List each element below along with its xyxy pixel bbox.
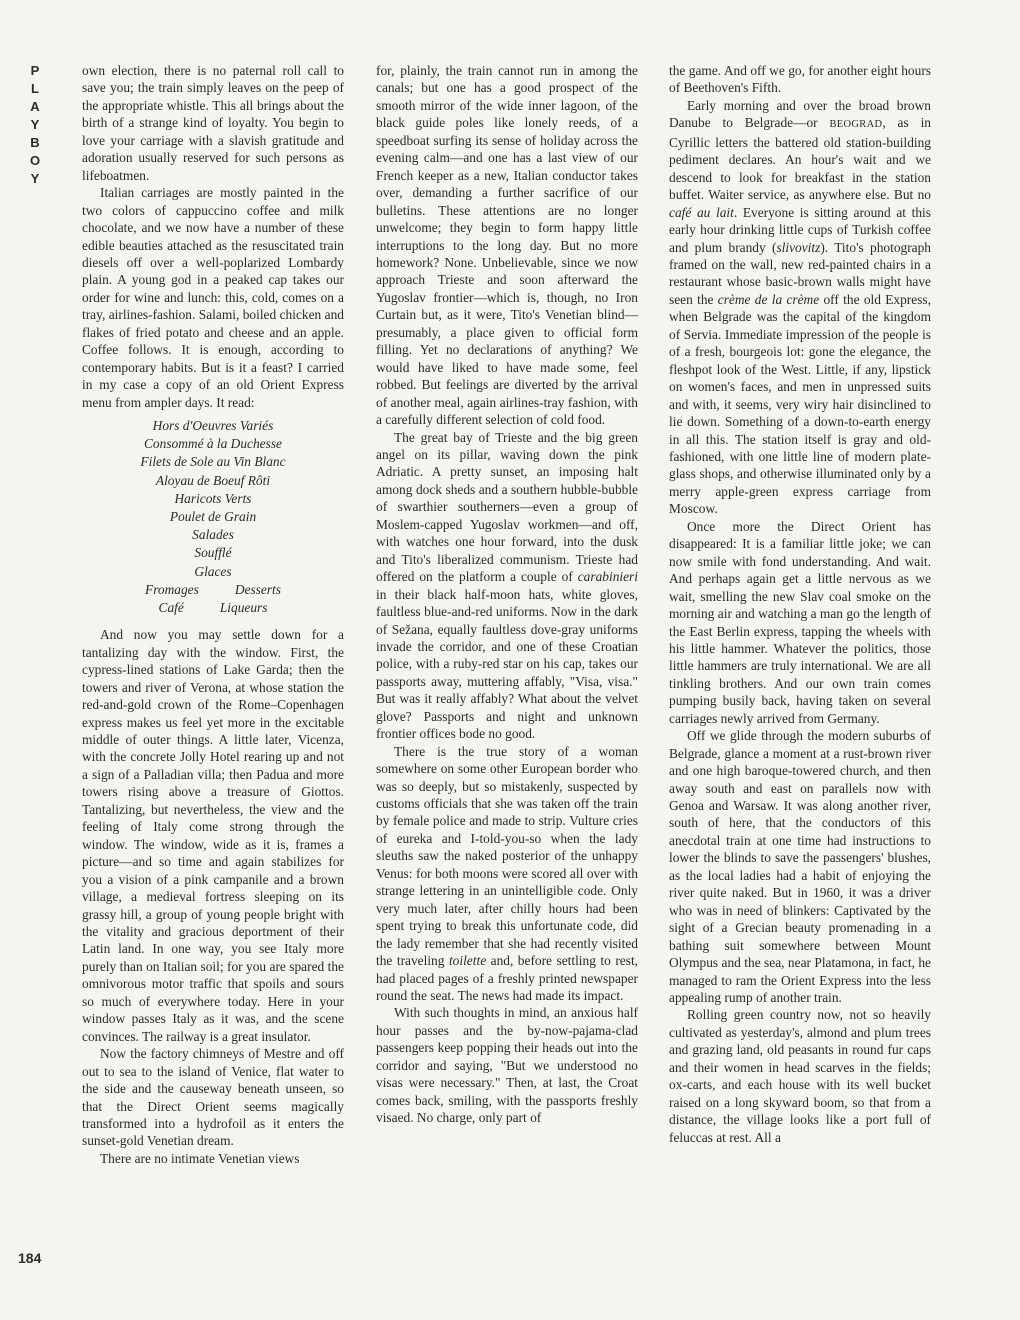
paragraph: Rolling green country now, not so heavily cultivated as yesterday's, almond and plum trees and grazing land, old peasants in round fur caps and their women in head scarves in the fields; ox-carts, and each house with its well bucket raised on a long skyward boom, so that from a distance, the village looks like a port full of feluccas at rest. All a [669, 1007, 931, 1145]
paragraph: There are no intimate Venetian views [100, 1150, 300, 1166]
sidebar-letter: O [29, 153, 41, 168]
sidebar-letter: P [30, 63, 40, 78]
text-run: ). Tito's photograph framed on the wall, new red-painted chairs in a restaurant whose basic-brown walls might have seen the [669, 239, 931, 307]
text-run: The great bay of Trieste and the big green angel on its pillar, waving down the pink Adriatic. A pretty sunset, an imposing halt among dock sheds and a southern hubble-bubble of swarthier southerners—even a group of Moslem-capped Yugoslav workmen—and off, with watches one hour forward, into the dusk and Tito's liberalized communism. Trieste had offered on the platform a couple of [376, 429, 638, 585]
text-column-3 [669, 62, 931, 1146]
text-run: and, before settling to rest, had placed pages of a freshly printed newspaper round the seat. The news had made its impact. [376, 953, 639, 1004]
paragraph: own election, there is no paternal roll call to save you; the train simply leaves on the peep of the appropriate whistle. This all brings about the birth of a strange kind of loyalty. You begin to love your carriage with a slavish gratitude and adoration usually reserved for such persons as lifeboatmen. [82, 63, 344, 183]
paragraph: for, plainly, the train cannot run in among the canals; but one has a good prospect of the smooth mirror of the wide inner lagoon, of the black guide poles like lonely reeds, of a speedboat surfing its sense of holiday across the evening calm—and one has a last view of our French keeper as a new, Italian conductor takes over, demanding a further sacrifice of our bulletins. These attentions are no longer unwelcome; they begin to form happy little interruptions to the long day. But no more homework? None. Unbelievable, since we now approach Trieste and soon afterward the Yugoslav frontier—which is, though, no Iron Curtain but, as it were, Tito's Venetian blind—presumably, a place given to official form filling. Yet no declarations of anything? We would have liked to have made some, feel robbed. But feelings are diverted by the arrival of another meal, again airlines-tray fashion, with a carefully different selection of cold food. [376, 63, 638, 428]
text-run: Early morning and over the broad brown Danube to Belgrade—or [669, 97, 931, 131]
menu-item: Filets de Sole au Vin Blanc [140, 454, 286, 470]
menu-row [82, 599, 344, 617]
italic-word: carabinieri [577, 569, 638, 585]
sidebar-letter: A [30, 99, 40, 114]
paragraph: Off we glide through the modern suburbs of Belgrade, glance a moment at a rust-brown river and one high baroque-towered church, and then away south and east on parallels now with Genoa and Warsaw. It was along another river, south of here, that the conductors of this anecdotal train at one time had instructions to lower the blinds to save the passengers' blushes, as the local ladies had a habit of enjoying the river quite naked. But in 1960, it was a driver who was in need of blinkers: Captivated by the sight of a Grecian beauty promenading in a bathing suit somewhere between Mount Olympus and the sea, near Platamona, in fact, he managed to ram the Orient Express into the less appealing rump of another train. [669, 728, 931, 1006]
italic-word: toilette [448, 953, 487, 969]
italic-word: café au lait [669, 204, 734, 220]
sidebar-letter: Y [30, 171, 40, 186]
paragraph [669, 97, 931, 518]
text-run: in their black half-moon hats, white gloves, faultless blue-and-red uniforms. Now in the dark of Sežana, equally faultless dove-gray uniforms invade the corridor, and one of these Croatian police, with a ruby-red star on his cap, takes our passports away, muttering affably, "Visa, visa." But was it really affably? What about the velvet glove? Passports and night and unknown frontier offices bode no good. [376, 586, 638, 742]
menu-item: Glaces [194, 563, 232, 579]
paragraph: With such thoughts in mind, an anxious half hour passes and the by-now-pajama-clad passengers keep popping their heads out into the corridor and saying, "But we understood no visas were necessary." Then, at last, the Croat comes back, smiling, with the passports freshly visaed. No charge, only part of [376, 1005, 638, 1126]
menu-row [82, 581, 344, 599]
italic-word: slivovitz [776, 239, 821, 255]
paragraph: the game. And off we go, for another eight hours of Beethoven's Fifth. [669, 63, 931, 96]
sidebar-letter: L [31, 81, 39, 96]
menu-item: Hors d'Oeuvres Variés [152, 418, 274, 434]
text-run: There is the true story of a woman somewhere on some other European border who was so deeply, but so mistakenly, suspected by customs officials that she was taken off the train by female police and made to strip. Vulture cries of eureka and I-told-you-so when the lady sleuths saw the naked posterior of the unhappy Venus: for both moons were scored all over with strange lettering in an unintelligible code. Only very much later, after chilly hours had been spent trying to break this unfortunate code, did the lady remember that she had recently visited the traveling [376, 743, 638, 969]
text-run: . Everyone is sitting around at this early hour drinking little cups of Turkish coffee and plum brandy ( [669, 204, 931, 255]
magazine-sidebar-title [26, 62, 44, 188]
text-column-1 [82, 62, 344, 1167]
menu-item: Salades [192, 527, 234, 543]
orient-express-menu [82, 417, 344, 617]
page-number: 184 [18, 1250, 42, 1266]
text-run: off the old Express, when Belgrade was the capital of the kingdom of Servia. Immediate impression of the people is of a fresh, bourgeois lot: gone the elegance, the fleshpot look of the West. Little, if any, lipstick on women's faces, and men in unpressed suits and with, it seems, very wiry hair disinclined to lie down. Something of a down-to-earth energy in all this. The station itself is gray and old-fashioned, with one little line of modern plate-glass shops, and otherwise illuminated only by a merry apple-green express carriage from Moscow. [669, 291, 931, 517]
menu-item: Fromages [145, 581, 199, 597]
menu-item: Café [158, 600, 184, 616]
text-column-2 [376, 62, 638, 1127]
text-run: , as in Cyrillic letters the battered old station-building pediment declares. An hour's wait and we descend to look for breakfast in the station buffet. Waiter service, as anywhere else. But no [669, 115, 931, 203]
menu-item: Haricots Verts [174, 490, 252, 506]
paragraph [376, 743, 638, 1005]
menu-item: Liqueurs [219, 600, 268, 616]
sidebar-letter: B [30, 135, 40, 150]
paragraph: Once more the Direct Orient has disappeared: It is a familiar little joke; we can now smile with fond understanding. And wait. And perhaps again get a little nervous as we wait, smelling the new Slav coal smoke on the morning air and watching a man go the length of the East Berlin express, tapping the wheels with his little hammer. Whatever the politics, those little hammers are truly international. We are all tinkling brothers. And our own train comes pumping busily back, having taken on several carriages newly arrived from Germany. [669, 518, 931, 726]
menu-item: Poulet de Grain [169, 509, 257, 525]
menu-item: Aloyau de Boeuf Rôti [155, 472, 271, 488]
menu-item: Desserts [234, 581, 281, 597]
menu-item: Consommé à la Duchesse [144, 436, 282, 452]
paragraph: Italian carriages are mostly painted in the two colors of cappuccino coffee and milk chocolate, and we now have a number of these edible beauties attached as the resuscitated train diesels off over a well-poplarized Lombardy plain. A young god in a peaked cap takes our order for wine and lunch: this, cold, comes on a tray, airlines-fashion. Salami, boiled chicken and flakes of fried potato and cheese and an apple. Coffee follows. It is enough, according to contemporary habits. But is it a feast? I carried in my case a copy of an old Orient Express menu from ampler days. It read: [82, 185, 344, 410]
sidebar-letter: Y [30, 117, 40, 132]
small-caps-word: BEOGRAD [829, 119, 883, 131]
italic-word: crème de la crème [717, 291, 820, 307]
paragraph [376, 429, 638, 743]
paragraph: Now the factory chimneys of Mestre and off out to sea to the island of Venice, flat water to the side and the causeway beneath unseen, so that the Direct Orient seems magically transformed into a hydrofoil as it enters the sunset-gold Venetian dream. [82, 1046, 344, 1149]
menu-item: Soufflé [194, 545, 232, 561]
paragraph: And now you may settle down for a tantalizing day with the window. First, the cypress-lined stations of Lake Garda; then the towers and river of Verona, at whose station the red-and-gold crown of the Rome–Copenhagen express makes us feel yet more in the excitable middle of outer things. A little later, Vicenza, with the concrete Jolly Hotel rearing up and not a sign of a Palladian villa; then Padua and more towers rising above a treasure of Giottos. Tantalizing, but nevertheless, the view and the feeling of Italy come strong through the window. The window, wide as it is, frames a picture—and so time and again stabilizes for you a vision of a pink campanile and a brown village, a medieval fortress sleeping on its grassy hill, a group of young people bright with the vitality and gracious deportment of their Latin land. In one way, you see Italy more purely than on Italian soil; for you are spared the omnivorous motor traffic that spoils and sours so much of everywhere today. Here in your window passes Italy as it was, and the scene convinces. The railway is a great insulator. [82, 627, 344, 1044]
